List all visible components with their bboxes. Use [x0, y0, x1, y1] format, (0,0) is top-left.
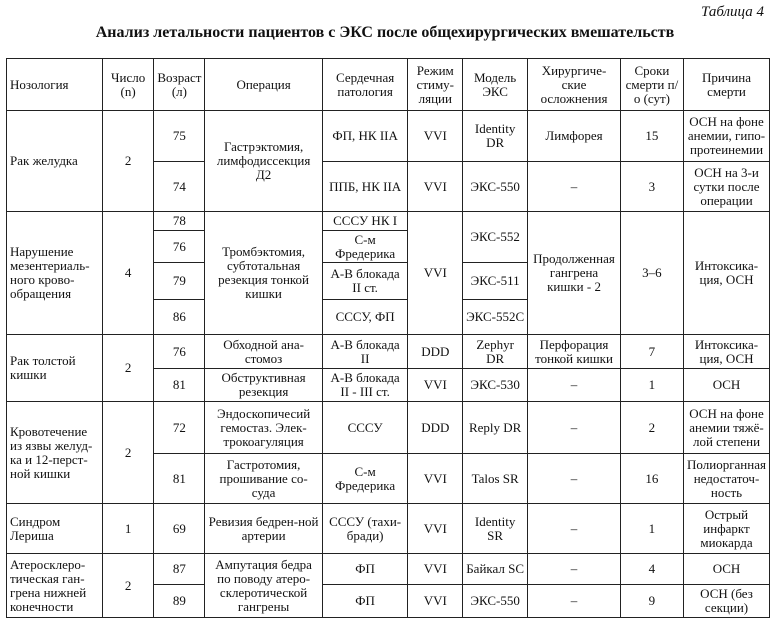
model-cell: Байкал SC — [463, 554, 528, 585]
table-title: Анализ летальности пациентов с ЭКС после общехирургических вмешательств — [95, 24, 675, 41]
model-cell: ЭКС-552 — [463, 212, 528, 263]
complication-cell: Перфорация тонкой кишки — [528, 335, 621, 369]
operation-cell: Обходной ана-стомоз — [205, 335, 322, 369]
cardiac-cell: А-В блокада II — [322, 335, 408, 369]
mode-cell: VVI — [408, 111, 463, 162]
cardiac-cell: ФП — [322, 585, 408, 618]
header-model: Модель ЭКС — [463, 59, 528, 111]
mode-cell: VVI — [408, 162, 463, 212]
header-age: Возраст (л) — [154, 59, 205, 111]
days-cell: 16 — [620, 454, 683, 504]
age-cell: 81 — [154, 454, 205, 504]
cause-cell: ОСН (без секции) — [684, 585, 770, 618]
cardiac-cell: А-В блокада II - III ст. — [322, 369, 408, 402]
cardiac-cell: С-м Фредерика — [322, 231, 408, 263]
cause-cell: ОСН на 3-и сутки после операции — [684, 162, 770, 212]
complication-cell: – — [528, 454, 621, 504]
complication-cell: Лимфорея — [528, 111, 621, 162]
days-cell: 1 — [620, 369, 683, 402]
complication-cell: Продолженная гангрена кишки - 2 — [528, 212, 621, 335]
header-cardiac: Сердечная патология — [322, 59, 408, 111]
cause-cell: Интоксика-ция, ОСН — [684, 212, 770, 335]
number-cell: 1 — [102, 504, 154, 554]
complication-cell: – — [528, 554, 621, 585]
table-row — [7, 111, 770, 162]
cardiac-cell: СССУ (тахи-бради) — [322, 504, 408, 554]
cause-cell: Интоксика-ция, ОСН — [684, 335, 770, 369]
model-cell: Zephyr DR — [463, 335, 528, 369]
lethality-table — [6, 58, 770, 618]
nosology-cell: Кровотечение из язвы желуд-ка и 12-перст-ной кишки — [7, 402, 103, 504]
mode-cell: VVI — [408, 212, 463, 335]
age-cell: 69 — [154, 504, 205, 554]
header-nosology: Нозология — [7, 59, 103, 111]
table-row — [7, 554, 770, 585]
mode-cell: VVI — [408, 369, 463, 402]
model-cell: Identity SR — [463, 504, 528, 554]
number-cell: 4 — [102, 212, 154, 335]
complication-cell: – — [528, 162, 621, 212]
cardiac-cell: СССУ, ФП — [322, 300, 408, 335]
days-cell: 15 — [620, 111, 683, 162]
cause-cell: Полиорганная недостаточ-ность — [684, 454, 770, 504]
days-cell: 3–6 — [620, 212, 683, 335]
operation-cell: Эндоскопичесий гемостаз. Элек-трокоагуляция — [205, 402, 322, 454]
table-row — [7, 504, 770, 554]
cardiac-cell: С-м Фредерика — [322, 454, 408, 504]
header-death-time: Сроки смерти п/о (сут) — [620, 59, 683, 111]
header-pacing-mode: Режим стиму-ляции — [408, 59, 463, 111]
age-cell: 76 — [154, 231, 205, 263]
age-cell: 76 — [154, 335, 205, 369]
mode-cell: VVI — [408, 585, 463, 618]
mode-cell: VVI — [408, 454, 463, 504]
cardiac-cell: ФП, НК IIA — [322, 111, 408, 162]
nosology-cell: Рак толстой кишки — [7, 335, 103, 402]
mode-cell: DDD — [408, 402, 463, 454]
model-cell: Reply DR — [463, 402, 528, 454]
days-cell: 3 — [620, 162, 683, 212]
model-cell: ЭКС-550 — [463, 585, 528, 618]
model-cell: Identity DR — [463, 111, 528, 162]
cause-cell: Острый инфаркт миокарда — [684, 504, 770, 554]
days-cell: 9 — [620, 585, 683, 618]
nosology-cell: Рак желудка — [7, 111, 103, 212]
cause-cell: ОСН — [684, 369, 770, 402]
days-cell: 1 — [620, 504, 683, 554]
complication-cell: – — [528, 369, 621, 402]
operation-cell: Обструктивная резекция — [205, 369, 322, 402]
model-cell: ЭКС-511 — [463, 263, 528, 300]
number-cell: 2 — [102, 111, 154, 212]
cardiac-cell: ФП — [322, 554, 408, 585]
nosology-cell: Нарушение мезентериаль-ного крово-обращения — [7, 212, 103, 335]
number-cell: 2 — [102, 554, 154, 618]
days-cell: 4 — [620, 554, 683, 585]
complication-cell: – — [528, 504, 621, 554]
age-cell: 75 — [154, 111, 205, 162]
complication-cell: – — [528, 585, 621, 618]
operation-cell: Гастротомия, прошивание со-суда — [205, 454, 322, 504]
age-cell: 72 — [154, 402, 205, 454]
header-complications: Хирургиче-ские осложнения — [528, 59, 621, 111]
model-cell: ЭКС-550 — [463, 162, 528, 212]
header-cause: Причина смерти — [684, 59, 770, 111]
model-cell: Talos SR — [463, 454, 528, 504]
table-caption: Таблица 4 — [701, 4, 764, 20]
nosology-cell: Атеросклеро-тическая ган-грена нижней конечности — [7, 554, 103, 618]
operation-cell: Тромбэктомия, субтотальная резекция тонкой кишки — [205, 212, 322, 335]
table-row — [7, 212, 770, 231]
nosology-cell: Синдром Лериша — [7, 504, 103, 554]
age-cell: 87 — [154, 554, 205, 585]
header-operation: Операция — [205, 59, 322, 111]
cardiac-cell: ППБ, НК IIA — [322, 162, 408, 212]
operation-cell: Ампутация бедра по поводу атеро-склеротической гангрены — [205, 554, 322, 618]
mode-cell: VVI — [408, 554, 463, 585]
operation-cell: Ревизия бедрен-ной артерии — [205, 504, 322, 554]
header-number: Число (n) — [102, 59, 154, 111]
days-cell: 2 — [620, 402, 683, 454]
number-cell: 2 — [102, 402, 154, 504]
mode-cell: VVI — [408, 504, 463, 554]
model-cell: ЭКС-530 — [463, 369, 528, 402]
cause-cell: ОСН — [684, 554, 770, 585]
age-cell: 74 — [154, 162, 205, 212]
table-row — [7, 335, 770, 369]
days-cell: 7 — [620, 335, 683, 369]
age-cell: 89 — [154, 585, 205, 618]
complication-cell: – — [528, 402, 621, 454]
number-cell: 2 — [102, 335, 154, 402]
cause-cell: ОСН на фоне анемии тяжё-лой степени — [684, 402, 770, 454]
header-row — [7, 59, 770, 111]
cardiac-cell: СССУ — [322, 402, 408, 454]
age-cell: 86 — [154, 300, 205, 335]
age-cell: 81 — [154, 369, 205, 402]
cardiac-cell: СССУ НК I — [322, 212, 408, 231]
mode-cell: DDD — [408, 335, 463, 369]
cause-cell: ОСН на фоне анемии, гипо-протеинемии — [684, 111, 770, 162]
cardiac-cell: А-В блокада II ст. — [322, 263, 408, 300]
age-cell: 78 — [154, 212, 205, 231]
table-row — [7, 402, 770, 454]
model-cell: ЭКС-552С — [463, 300, 528, 335]
age-cell: 79 — [154, 263, 205, 300]
operation-cell: Гастрэктомия, лимфодиссекция Д2 — [205, 111, 322, 212]
